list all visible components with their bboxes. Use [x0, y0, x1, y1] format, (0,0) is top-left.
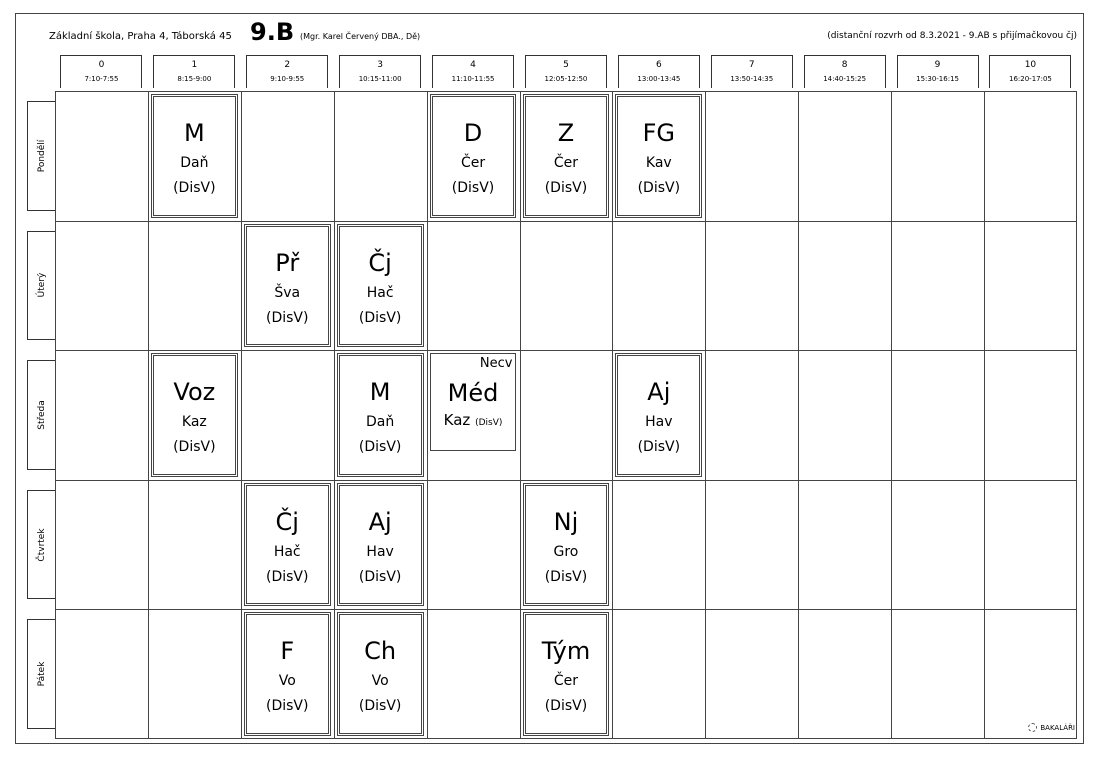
- lesson-teacher: Kaz: [181, 414, 207, 431]
- lesson-subject: Aj: [647, 378, 671, 407]
- bakalari-logo-icon: [1028, 723, 1037, 732]
- day-name: Pondělí: [36, 139, 47, 173]
- grid-line-horizontal: [55, 738, 1077, 739]
- period-header-1: [153, 55, 235, 88]
- lesson-room: (DisV): [637, 180, 681, 196]
- grid-line-vertical: [612, 91, 613, 739]
- lesson-subject: F: [280, 637, 295, 666]
- grid-line-vertical: [55, 91, 56, 739]
- lesson-subject: Tým: [541, 637, 591, 666]
- period-time: 13:00-13:45: [637, 75, 681, 83]
- period-header-2: [246, 55, 328, 88]
- lesson-room: (DisV): [358, 439, 402, 456]
- lesson-room: (DisV): [544, 698, 588, 715]
- lesson-room: (DisV): [475, 418, 503, 429]
- day-label-3: [27, 490, 55, 600]
- brand-logo: [1028, 723, 1075, 732]
- period-header-5: [525, 55, 607, 88]
- lesson-room: (DisV): [173, 439, 216, 456]
- lesson-room: (DisV): [637, 439, 681, 456]
- day-label-1: [27, 231, 55, 341]
- period-header-6: [618, 55, 700, 88]
- period-time: 7:10-7:55: [84, 75, 119, 83]
- period-number: 5: [563, 60, 569, 70]
- period-time: 15:30-16:15: [916, 75, 959, 83]
- lesson-card[interactable]: [337, 224, 424, 348]
- period-header-9: [897, 55, 979, 88]
- lesson-room: (DisV): [266, 309, 309, 326]
- grid-line-vertical: [984, 91, 985, 739]
- school-name: Základní škola, Praha 4, Táborská 45: [49, 31, 232, 42]
- lesson-card[interactable]: [615, 353, 702, 477]
- grid-line-horizontal: [55, 221, 1077, 222]
- grid-line-horizontal: [55, 91, 1077, 92]
- lesson-subject: D: [463, 119, 483, 147]
- lesson-teacher: Daň: [366, 414, 395, 431]
- grid-line-vertical: [705, 91, 706, 739]
- brand-label: BAKALÁŘI: [1040, 723, 1075, 732]
- day-label-2: [27, 360, 55, 470]
- lesson-teacher: Daň: [180, 155, 209, 171]
- lesson-subject: Čj: [368, 248, 392, 277]
- lesson-subject: Méd: [447, 379, 499, 408]
- period-number: 4: [470, 60, 476, 70]
- period-time: 12:05-12:50: [544, 75, 588, 83]
- period-header-7: [711, 55, 793, 88]
- lesson-room: (DisV): [451, 180, 495, 196]
- lesson-teacher: Čer: [553, 155, 579, 171]
- lesson-subject: Voz: [173, 378, 216, 407]
- lesson-teacher: Hav: [645, 414, 673, 431]
- grid-line-vertical: [148, 91, 149, 739]
- period-number: 10: [1024, 60, 1037, 70]
- period-number: 6: [655, 60, 662, 70]
- lesson-teacher: Gro: [553, 543, 579, 560]
- lesson-teacher: Čer: [460, 155, 486, 171]
- grid-line-vertical: [241, 91, 242, 739]
- lesson-subject: Ch: [364, 637, 397, 666]
- lesson-card[interactable]: [615, 94, 702, 218]
- lesson-card[interactable]: [151, 353, 238, 477]
- lesson-subject: M: [369, 378, 391, 407]
- lesson-room: (DisV): [266, 698, 309, 715]
- grid-line-vertical: [427, 91, 428, 739]
- lesson-card[interactable]: [430, 94, 517, 218]
- grid-line-vertical: [891, 91, 892, 739]
- lesson-card[interactable]: [244, 224, 331, 348]
- lesson-subject: M: [183, 119, 205, 147]
- grid-line-vertical: [520, 91, 521, 739]
- lesson-teacher: Vo: [278, 673, 296, 690]
- lesson-card[interactable]: [244, 483, 331, 607]
- period-number: 9: [934, 60, 941, 70]
- day-label-4: [27, 619, 55, 729]
- schedule-note: (distanční rozvrh od 8.3.2021 - 9.AB s přijímačkovou čj): [827, 31, 1077, 41]
- lesson-subject: Nj: [553, 507, 579, 536]
- lesson-subject: Čj: [275, 507, 299, 536]
- lesson-room: (DisV): [173, 180, 216, 196]
- period-time: 8:15-9:00: [177, 75, 212, 83]
- period-number: 1: [191, 60, 198, 70]
- lesson-card[interactable]: [337, 353, 424, 477]
- lesson-card[interactable]: [337, 483, 424, 607]
- lesson-card[interactable]: [337, 612, 424, 736]
- lesson-room: (DisV): [358, 309, 402, 326]
- period-number: 3: [377, 60, 383, 70]
- period-number: 7: [748, 60, 755, 70]
- grid-line-vertical: [798, 91, 799, 739]
- period-header-8: [804, 55, 886, 88]
- lesson-card[interactable]: [523, 612, 610, 736]
- timetable-grid: [55, 91, 1077, 739]
- grid-line-vertical: [334, 91, 335, 739]
- period-number: 0: [98, 60, 105, 70]
- day-name: Úterý: [36, 273, 47, 298]
- lesson-subject: Př: [275, 248, 300, 277]
- day-name: Středa: [36, 400, 47, 430]
- period-number: 8: [841, 60, 848, 70]
- period-time: 11:10-11:55: [451, 75, 495, 83]
- lesson-group: Necv: [479, 356, 513, 372]
- lesson-room: (DisV): [358, 698, 402, 715]
- lesson-card[interactable]: [244, 612, 331, 736]
- lesson-card[interactable]: [151, 94, 238, 218]
- period-header-3: [339, 55, 421, 88]
- day-name: Pátek: [36, 661, 47, 687]
- lesson-room: (DisV): [544, 180, 588, 196]
- class-teacher: (Mgr. Karel Červený DBA., Dě): [300, 32, 421, 41]
- day-label-0: [27, 101, 55, 211]
- period-time: 16:20-17:05: [1009, 75, 1052, 83]
- lesson-card[interactable]: [430, 353, 517, 451]
- period-header-10: [989, 55, 1071, 88]
- grid-line-horizontal: [55, 350, 1077, 351]
- lesson-room: (DisV): [358, 568, 402, 585]
- class-name: 9.B: [250, 18, 295, 46]
- period-header-0: [60, 55, 142, 88]
- lesson-teacher: Kav: [645, 155, 672, 171]
- lesson-teacher: Hač: [273, 543, 301, 560]
- period-time: 9:10-9:55: [270, 75, 305, 83]
- lesson-teacher-room: [431, 411, 516, 429]
- period-time: 14:40-15:25: [823, 75, 867, 83]
- day-name: Čtvrtek: [36, 528, 47, 562]
- period-time: 10:15-11:00: [358, 75, 402, 83]
- lesson-teacher: Čer: [553, 673, 579, 690]
- lesson-teacher: Kaz: [443, 411, 471, 430]
- lesson-card[interactable]: [523, 94, 610, 218]
- lesson-teacher: Šva: [274, 284, 301, 301]
- lesson-subject: Z: [557, 119, 575, 147]
- period-header-4: [432, 55, 514, 88]
- period-time: 13:50-14:35: [730, 75, 774, 83]
- lesson-teacher: Hač: [366, 284, 394, 301]
- lesson-teacher: Hav: [366, 543, 394, 560]
- period-number: 2: [284, 60, 291, 70]
- grid-line-vertical: [1076, 91, 1077, 739]
- grid-line-horizontal: [55, 609, 1077, 610]
- grid-line-horizontal: [55, 480, 1077, 481]
- lesson-teacher: Vo: [371, 673, 389, 690]
- lesson-card[interactable]: [523, 483, 610, 607]
- lesson-subject: Aj: [368, 507, 392, 536]
- lesson-room: (DisV): [544, 568, 588, 585]
- lesson-subject: FG: [642, 119, 676, 147]
- lesson-room: (DisV): [266, 568, 309, 585]
